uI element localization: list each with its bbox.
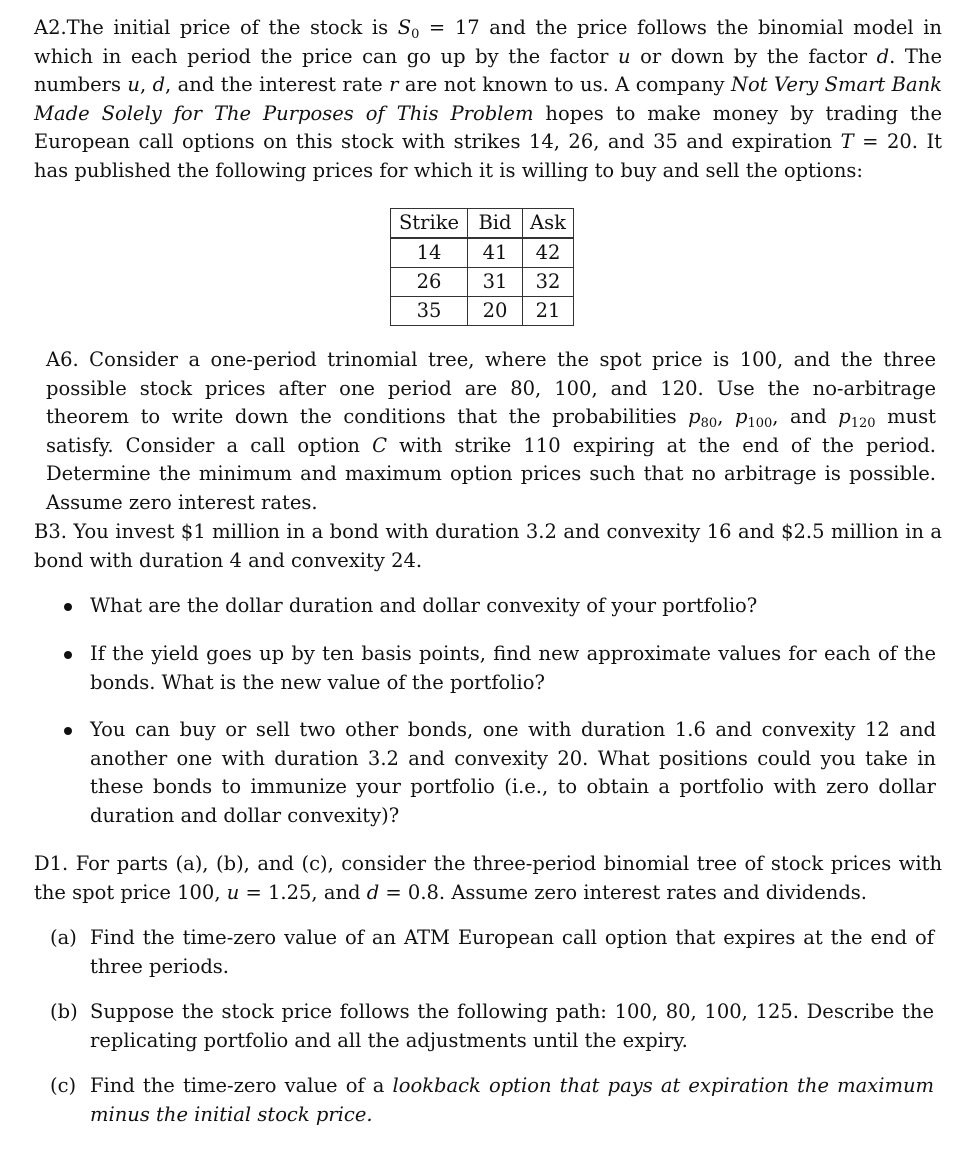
header-bid: Bid <box>468 209 523 239</box>
problem-d1-intro: D1. For parts (a), (b), and (c), consider the three-period binomial tree of stock prices with the spot price 100, u = 1.25, and d = 0.8. Assume zero interest rates and dividends. <box>34 852 942 904</box>
cell-ask: 21 <box>523 297 574 326</box>
problem-a6: A6. Consider a one-period trinomial tree, where the spot price is 100, and the three possible stock prices after one period are 80, 100, and 120. Use the no-arbitrage theorem to write down the conditions that the probabilities $p_{80}$, $p_{100}$, and $p_{120}$ must satisfy. Consider a call option C with strike 110 expiring at the end of the period. Determine the minimum and maximum option prices such that no arbitrage is possible. Assume zero interest rates. <box>46 348 936 514</box>
cell-bid: 20 <box>468 297 523 326</box>
cell-ask: 32 <box>523 268 574 297</box>
list-item: You can buy or sell two other bonds, one with duration 1.6 and convexity 12 and another one with duration 3.2 and convexity 20. What positions could you take in these bonds to immunize your portfolio (i.e., to obtain a portfolio with zero dollar duration and dollar convexity)? <box>58 716 936 830</box>
problem-b3-bullets <box>58 640 936 697</box>
list-item: What are the dollar duration and dollar convexity of your portfolio? <box>58 592 936 621</box>
part-label: (a) <box>50 926 77 949</box>
cell-strike: 14 <box>391 238 468 268</box>
part-label: (c) <box>50 1074 77 1097</box>
table-header-row <box>391 209 574 239</box>
table-row <box>391 238 574 268</box>
problem-d1-part-a: (a) Find the time-zero value of an ATM European call option that expires at the end of three periods. <box>50 926 934 978</box>
cell-bid: 41 <box>468 238 523 268</box>
cell-ask: 42 <box>523 238 574 268</box>
header-strike: Strike <box>391 209 468 239</box>
part-label: (b) <box>50 1000 78 1023</box>
problem-b3-bullets <box>58 716 936 830</box>
cell-bid: 31 <box>468 268 523 297</box>
problem-b3-intro: B3. You invest $1 million in a bond with duration 3.2 and convexity 16 and $2.5 million in a bond with duration 4 and convexity 24. <box>34 520 942 572</box>
cell-strike: 26 <box>391 268 468 297</box>
header-ask: Ask <box>523 209 574 239</box>
table-row <box>391 297 574 326</box>
list-item: If the yield goes up by ten basis points, find new approximate values for each of the bonds. What is the new value of the portfolio? <box>58 640 936 697</box>
option-price-table <box>390 208 574 326</box>
table-row <box>391 268 574 297</box>
problem-d1-part-c: (c) Find the time-zero value of a lookback option that pays at expiration the maximum minus the initial stock price. <box>50 1074 935 1126</box>
problem-d1-part-b: (b) Suppose the stock price follows the following path: 100, 80, 100, 125. Describe the replicating portfolio and all the adjustments until the expiry. <box>50 1000 934 1052</box>
problem-a2: A2.The initial price of the stock is $S_0 = 17$ and the price follows the binomial model in which in each period the price can go up by the factor u or down by the factor d. The numbers u, d, and the interest rate r are not known to us. A company Not Very Smart Bank Made Solely for The Purposes of This Problem hopes to make money by trading the European call options on this stock with strikes 14, 26, and 35 and expiration T = 20. It has published the following prices for which it is willing to buy and sell the options: <box>34 16 943 182</box>
cell-strike: 35 <box>391 297 468 326</box>
problem-b3-bullets <box>58 592 936 621</box>
